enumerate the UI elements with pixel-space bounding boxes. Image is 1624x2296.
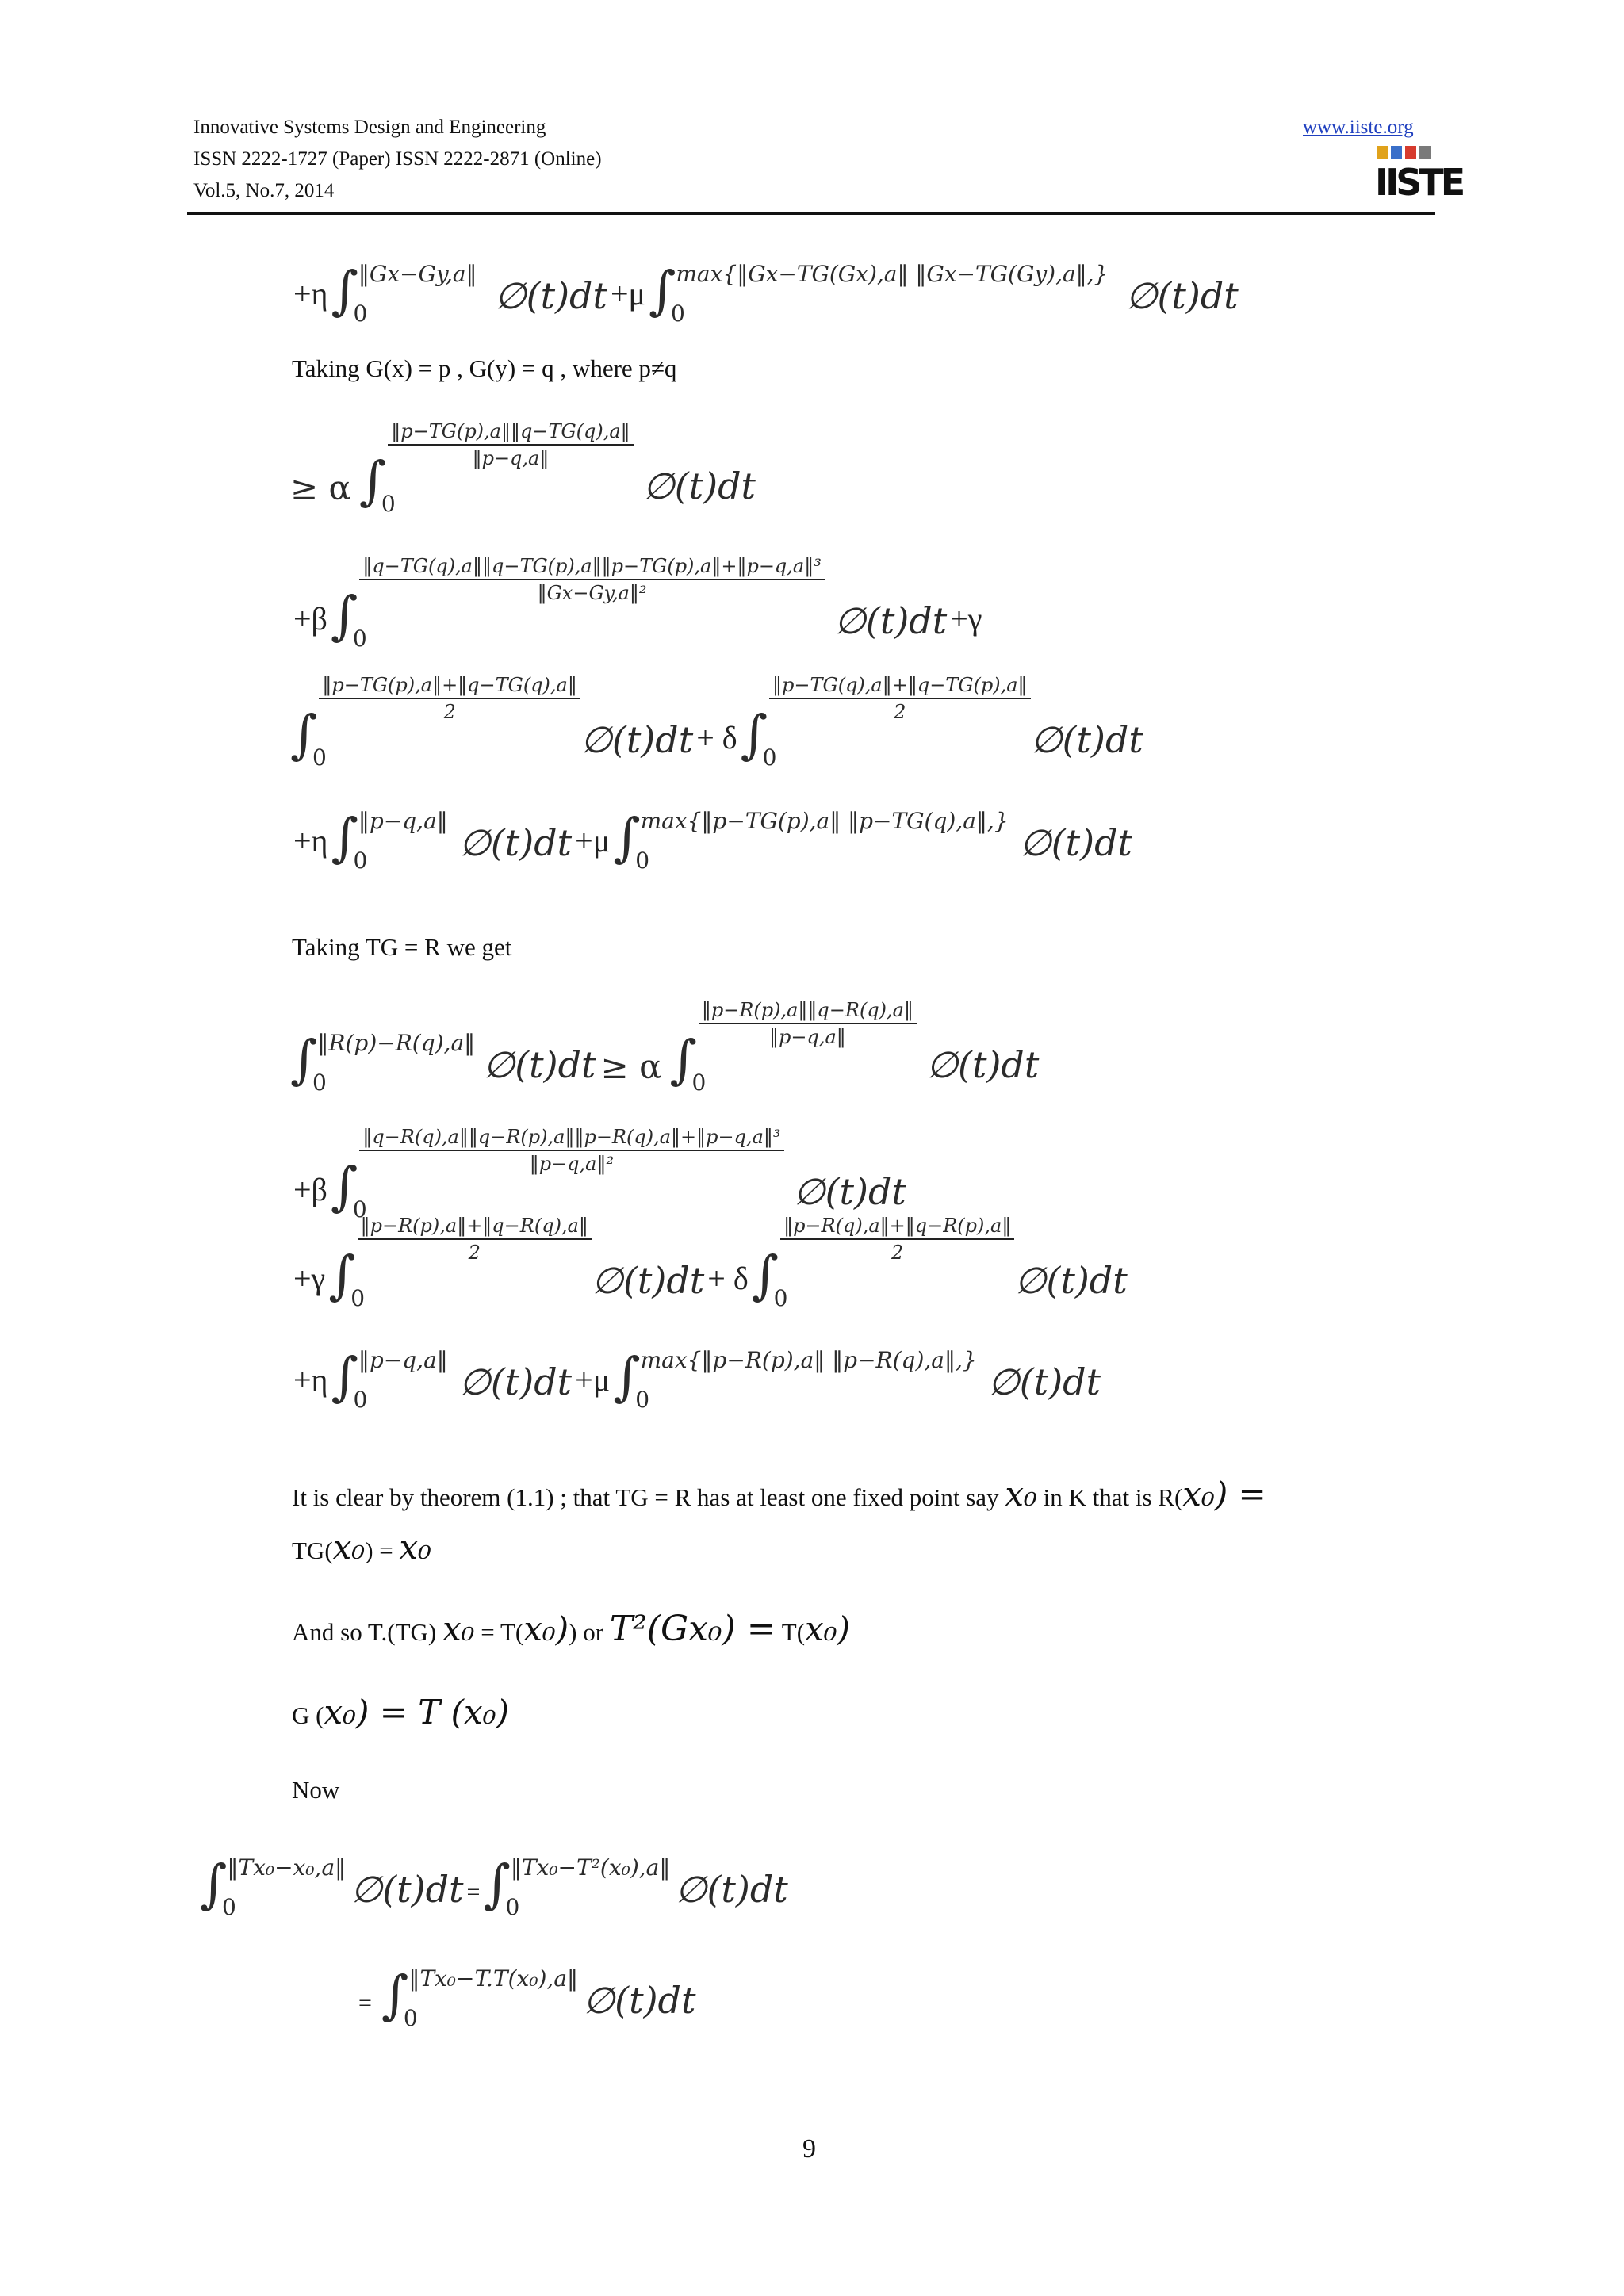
- integrand: ∅(t)dt: [583, 1979, 696, 2022]
- delta-term: + δ: [707, 1261, 749, 1296]
- integral-sign: ∫ 0: [751, 1245, 788, 1311]
- integral-upper-fraction: [359, 555, 825, 604]
- paragraph-now: Now: [292, 1776, 340, 1804]
- fraction-denominator: 2: [468, 1242, 481, 1264]
- logo-bar-icon: [1391, 146, 1402, 159]
- integral-sign: ∫ 0: [613, 1346, 650, 1413]
- header-divider: [187, 212, 1435, 215]
- integral-upper-limit: ‖p−q,a‖: [358, 1347, 448, 1373]
- volume-line: Vol.5, No.7, 2014: [193, 180, 335, 201]
- integral-sign: ∫ 0: [648, 260, 685, 327]
- issn-line: ISSN 2222-1727 (Paper) ISSN 2222-2871 (Online): [193, 148, 602, 170]
- logo-bar-icon: [1419, 146, 1431, 159]
- integral-sign: ∫ 0: [331, 1346, 368, 1413]
- paragraph-g-equals-t: [292, 1693, 509, 1732]
- integral-upper-fraction: [388, 420, 633, 469]
- fraction-denominator: ‖p−q,a‖: [472, 447, 550, 469]
- integral-upper-fraction: [780, 1215, 1014, 1264]
- equation-line-9: [200, 1823, 788, 1920]
- integral-upper-limit: ‖Tx₀−T.T(x₀),a‖: [408, 1965, 579, 1992]
- geq-alpha: ≥ α: [600, 1047, 662, 1086]
- integral-upper-limit: ‖p−q,a‖: [358, 808, 448, 834]
- logo-bar-icon: [1405, 146, 1416, 159]
- fraction-numerator: ‖q−R(q),a‖‖q−R(p),a‖‖p−R(q),a‖+‖p−q,a‖³: [359, 1126, 783, 1151]
- integral-sign: ∫ 0: [328, 1245, 366, 1311]
- paragraph-fixed-point: [292, 1475, 1266, 1513]
- journal-website-link[interactable]: www.iiste.org: [1303, 117, 1414, 138]
- integral-upper-limit: ‖Gx−Gy,a‖: [358, 261, 477, 287]
- delta-term: + δ: [696, 720, 737, 756]
- integrand: ∅(t)dt: [833, 599, 948, 642]
- fraction-denominator: 2: [894, 701, 906, 723]
- integrand: ∅(t)dt: [1019, 821, 1133, 864]
- integrand: ∅(t)dt: [1125, 274, 1239, 317]
- equals-sign: =: [358, 1990, 372, 2016]
- t-squared-expression: T²(Gx₀) =: [609, 1609, 776, 1649]
- integrand: ∅(t)dt: [642, 465, 756, 507]
- integral-upper-fraction: [699, 999, 917, 1048]
- text-fragment: ) = T (: [356, 1693, 465, 1732]
- fraction-numerator: ‖p−R(p),a‖‖q−R(q),a‖: [699, 999, 917, 1024]
- logo-bar-icon: [1377, 146, 1388, 159]
- integral-upper-limit: ‖Tx₀−x₀,a‖: [227, 1854, 347, 1881]
- equation-line-10: [355, 1934, 696, 2031]
- x0-symbol: x₀: [464, 1693, 496, 1732]
- iiste-logo: [1375, 146, 1463, 206]
- fraction-denominator: ‖p−q,a‖: [769, 1026, 846, 1048]
- integral-sign: ∫ 0: [613, 807, 650, 874]
- x0-symbol: x₀: [805, 1609, 837, 1648]
- integral-upper-fraction: [769, 674, 1030, 723]
- fraction-numerator: ‖p−TG(q),a‖+‖q−TG(p),a‖: [769, 674, 1030, 699]
- logo-text: IISTE: [1375, 161, 1463, 204]
- eta-term: +η: [293, 276, 328, 312]
- fraction-denominator: ‖Gx−Gy,a‖²: [537, 582, 647, 604]
- equation-line-3: [290, 674, 1143, 771]
- equation-line-0: [290, 238, 1239, 327]
- equation-line-8: [290, 1324, 1101, 1413]
- text-fragment: And so T.(TG): [292, 1618, 442, 1646]
- integrand: ∅(t)dt: [580, 718, 694, 761]
- integral-sign: ∫ 0: [483, 1854, 520, 1920]
- integrand: ∅(t)dt: [793, 1170, 906, 1213]
- mu-term: +μ: [610, 276, 645, 312]
- text-fragment: ) or: [569, 1618, 610, 1646]
- equation-line-6: [290, 1126, 906, 1223]
- integrand: ∅(t)dt: [1030, 718, 1143, 761]
- beta-term: +β: [293, 1172, 327, 1207]
- x0-symbol: x₀: [399, 1528, 432, 1567]
- integral-upper-fraction: [358, 1215, 592, 1264]
- fraction-numerator: ‖p−R(p),a‖+‖q−R(q),a‖: [358, 1215, 592, 1240]
- eta-term: +η: [293, 823, 328, 859]
- text-fragment: ): [555, 1609, 569, 1648]
- integrand: ∅(t)dt: [494, 274, 607, 317]
- text-fragment: It is clear by theorem (1.1) ; that TG = R has at least one fixed point say: [292, 1483, 999, 1511]
- text-fragment: in K that is R(: [1043, 1483, 1183, 1511]
- fraction-denominator: 2: [891, 1242, 904, 1264]
- equation-line-1: [290, 420, 756, 517]
- integral-sign: ∫ 0: [200, 1854, 236, 1920]
- text-fragment: = T(: [474, 1618, 524, 1646]
- equals-sign: =: [466, 1879, 481, 1905]
- x0-symbol: x₀: [1005, 1475, 1037, 1513]
- integrand: ∅(t)dt: [483, 1043, 596, 1086]
- integral-upper-limit: max{‖p−R(p),a‖ ‖p−R(q),a‖,}: [640, 1347, 977, 1373]
- integral-upper-fraction: [319, 674, 580, 723]
- mu-term: +μ: [575, 823, 611, 859]
- text-fragment: ): [837, 1609, 850, 1648]
- fraction-denominator: 2: [443, 701, 456, 723]
- integrand: ∅(t)dt: [1014, 1259, 1128, 1302]
- equation-line-7: [290, 1215, 1128, 1311]
- integral-upper-limit: max{‖p−TG(p),a‖ ‖p−TG(q),a‖,}: [640, 808, 1009, 834]
- page-number: 9: [802, 2134, 816, 2164]
- x0-symbol: x₀: [1182, 1475, 1215, 1513]
- integral-sign: ∫ 0: [331, 260, 368, 327]
- integrand: ∅(t)dt: [591, 1259, 705, 1302]
- text-fragment: ) =: [1214, 1475, 1266, 1513]
- integrand: ∅(t)dt: [675, 1868, 788, 1911]
- x0-symbol: x₀: [332, 1528, 366, 1567]
- paragraph-fixed-point-cont: [292, 1528, 432, 1567]
- text-fragment: ) =: [365, 1536, 400, 1564]
- x0-symbol: x₀: [523, 1609, 556, 1648]
- fraction-denominator: ‖p−q,a‖²: [529, 1153, 615, 1175]
- mu-term: +μ: [575, 1362, 611, 1398]
- fraction-numerator: ‖q−TG(q),a‖‖q−TG(p),a‖‖p−TG(p),a‖+‖p−q,a‖³: [359, 555, 825, 580]
- integral-sign: ∫ 0: [290, 1029, 327, 1096]
- integral-upper-limit: ‖Tx₀−T²(x₀),a‖: [510, 1854, 671, 1881]
- integral-sign: ∫ 0: [330, 585, 367, 652]
- fraction-numerator: ‖p−R(q),a‖+‖q−R(p),a‖: [780, 1215, 1014, 1240]
- paragraph-and-so: [292, 1609, 850, 1649]
- gamma-term: +γ: [950, 601, 982, 637]
- fraction-numerator: ‖p−TG(p),a‖+‖q−TG(q),a‖: [319, 674, 580, 699]
- equation-line-4: [290, 785, 1133, 874]
- integrand: ∅(t)dt: [458, 1360, 573, 1403]
- eta-term: +η: [293, 1362, 328, 1398]
- integrand: ∅(t)dt: [350, 1868, 464, 1911]
- integral-sign: ∫ 0: [381, 1965, 418, 2031]
- text-fragment: ): [496, 1693, 509, 1732]
- integral-sign: ∫ 0: [358, 450, 396, 517]
- integral-upper-limit: max{‖Gx−TG(Gx),a‖ ‖Gx−TG(Gy),a‖,}: [676, 261, 1109, 287]
- paragraph-taking-g: Taking G(x) = p , G(y) = q , where p≠q: [292, 354, 677, 382]
- x0-symbol: x₀: [324, 1693, 356, 1732]
- equation-line-5: [290, 996, 1040, 1096]
- equation-line-2: [290, 555, 985, 652]
- beta-term: +β: [293, 601, 327, 637]
- journal-title: Innovative Systems Design and Engineering: [193, 117, 546, 138]
- integral-upper-limit: ‖R(p)−R(q),a‖: [317, 1030, 476, 1056]
- fraction-numerator: ‖p−TG(p),a‖‖q−TG(q),a‖: [388, 420, 633, 446]
- integral-sign: ∫ 0: [331, 807, 368, 874]
- integrand: ∅(t)dt: [987, 1360, 1101, 1403]
- geq-alpha: ≥ α: [290, 469, 351, 507]
- gamma-term: +γ: [293, 1261, 326, 1296]
- text-fragment: G (: [292, 1701, 324, 1729]
- paragraph-taking-tg: Taking TG = R we get: [292, 933, 512, 961]
- x0-symbol: x₀: [442, 1609, 475, 1648]
- integrand: ∅(t)dt: [925, 1043, 1040, 1086]
- text-fragment: TG(: [292, 1536, 333, 1564]
- integral-sign: ∫ 0: [740, 704, 777, 771]
- integrand: ∅(t)dt: [458, 821, 573, 864]
- integral-upper-fraction: [359, 1126, 783, 1175]
- text-fragment: T(: [776, 1618, 806, 1646]
- integral-sign: ∫ 0: [290, 704, 327, 771]
- integral-sign: ∫ 0: [330, 1156, 367, 1223]
- integral-sign: ∫ 0: [669, 1029, 707, 1096]
